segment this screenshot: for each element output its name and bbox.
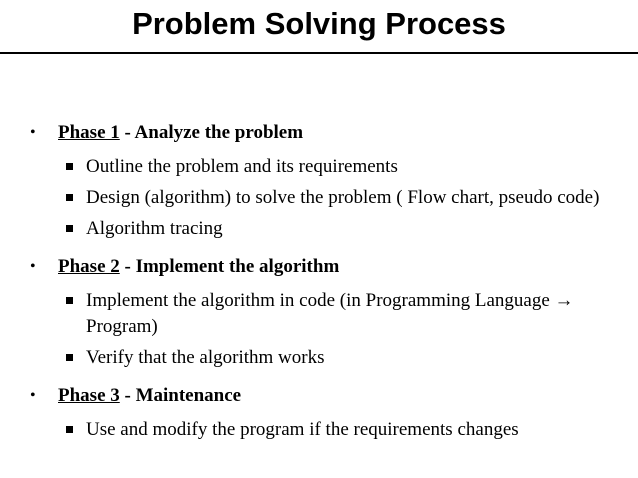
- phase-3-name: Phase 3: [58, 385, 120, 406]
- list-item-text: Algorithm tracing: [86, 218, 223, 239]
- list-item-text: Verify that the algorithm works: [86, 347, 325, 368]
- phase-2-name: Phase 2: [58, 256, 120, 277]
- phase-2-description: Implement the algorithm: [135, 256, 340, 277]
- phase-3-group: [0, 383, 638, 443]
- phase-2-heading: [0, 254, 638, 280]
- square-bullet-icon: [66, 194, 73, 201]
- list-item-text: Outline the problem and its requirements: [86, 156, 398, 177]
- phase-1-group: [0, 120, 638, 242]
- phase-3-description: Maintenance: [135, 385, 242, 406]
- title-divider: [0, 52, 638, 54]
- list-item: [0, 154, 638, 180]
- phase-1-description: Analyze the problem: [134, 122, 304, 143]
- square-bullet-icon: [66, 354, 73, 361]
- phase-2-items: [0, 288, 638, 371]
- slide-body: [0, 120, 638, 448]
- square-bullet-icon: [66, 297, 73, 304]
- phase-1-name: Phase 1: [58, 122, 120, 143]
- bullet-icon: •: [30, 258, 36, 275]
- phase-1-dash: -: [119, 122, 135, 143]
- square-bullet-icon: [66, 426, 73, 433]
- list-item-text: Design (algorithm) to solve the problem ( Flow chart, pseudo code): [86, 187, 600, 208]
- list-item: [0, 417, 638, 443]
- bullet-icon: •: [30, 387, 36, 404]
- phase-2-group: [0, 254, 638, 371]
- list-item-text: Use and modify the program if the requirements changes: [86, 419, 519, 440]
- square-bullet-icon: [66, 225, 73, 232]
- phase-2-dash: -: [119, 256, 136, 277]
- phase-3-dash: -: [119, 385, 136, 406]
- slide-title: Problem Solving Process: [132, 6, 506, 41]
- phase-1-heading: [0, 120, 638, 146]
- list-item-text: Implement the algorithm in code (in Programming Language → Program): [86, 290, 574, 337]
- phase-3-items: [0, 417, 638, 443]
- list-item: [0, 216, 638, 242]
- list-item: [0, 185, 638, 211]
- list-item: [0, 288, 638, 340]
- phase-1-items: [0, 154, 638, 242]
- square-bullet-icon: [66, 163, 73, 170]
- list-item: [0, 345, 638, 371]
- phase-3-heading: [0, 383, 638, 409]
- bullet-icon: •: [30, 124, 36, 141]
